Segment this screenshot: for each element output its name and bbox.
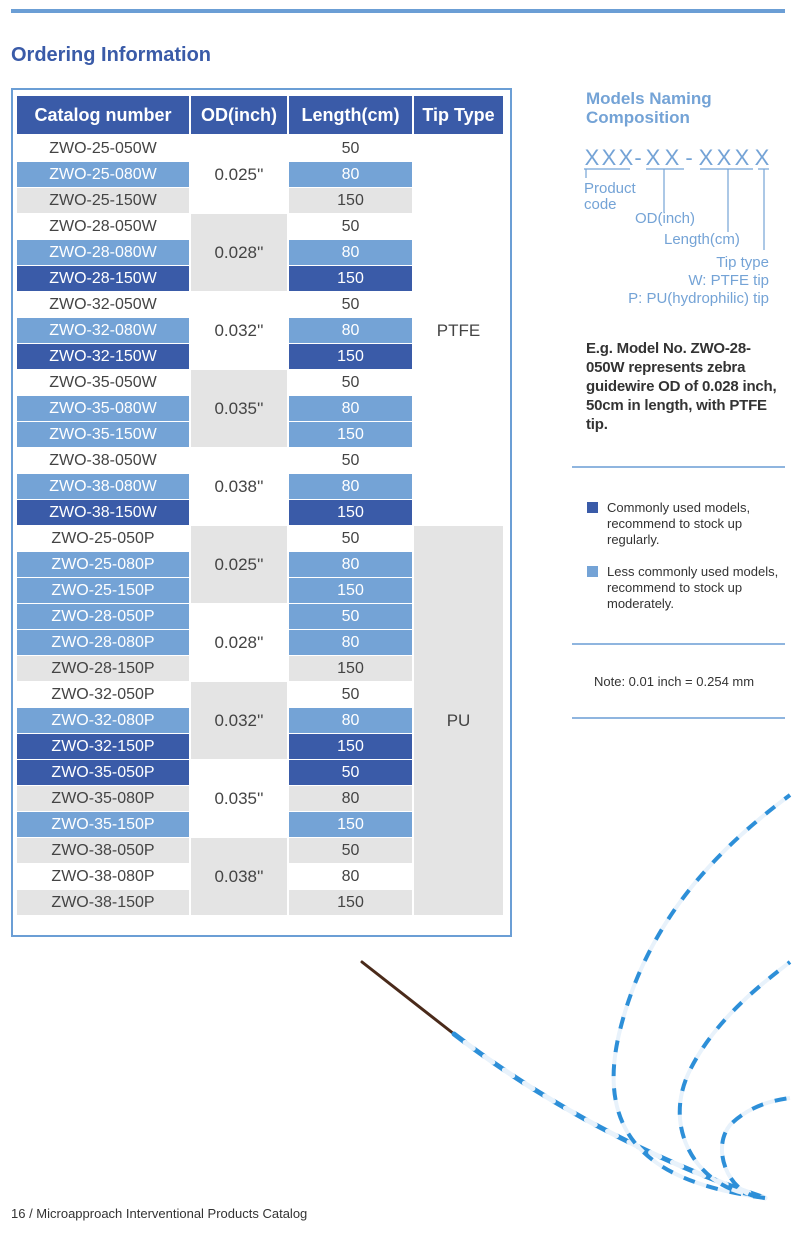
catalog-number-cell: ZWO-28-050W: [17, 214, 189, 240]
label-tip-w: W: PTFE tip: [688, 272, 769, 289]
legend-swatch-light: [587, 566, 598, 577]
naming-title: Models Naming Composition: [586, 89, 712, 127]
length-cell: 80: [289, 786, 412, 812]
table-row: [17, 136, 503, 162]
pattern-char: X: [698, 145, 714, 170]
header-catalog-number: Catalog number: [17, 96, 189, 136]
catalog-number-cell: ZWO-25-150W: [17, 188, 189, 214]
catalog-number-cell: ZWO-32-050P: [17, 682, 189, 708]
guidewire-illustration: [350, 790, 800, 1210]
pattern-char: X: [754, 145, 770, 170]
top-rule: [11, 9, 785, 13]
length-cell: 80: [289, 630, 412, 656]
catalog-number-cell: ZWO-32-050W: [17, 292, 189, 318]
catalog-number-cell: ZWO-25-050W: [17, 136, 189, 162]
od-cell: 0.035'': [191, 370, 287, 448]
page-title: Ordering Information: [11, 44, 211, 66]
pattern-char: X: [601, 145, 617, 170]
catalog-number-cell: ZWO-35-080P: [17, 786, 189, 812]
tip-type-cell: PU: [414, 526, 503, 916]
length-cell: 150: [289, 188, 412, 214]
tip-type-cell: PTFE: [414, 136, 503, 526]
catalog-number-cell: ZWO-25-050P: [17, 526, 189, 552]
length-cell: 150: [289, 578, 412, 604]
unit-note: Note: 0.01 inch = 0.254 mm: [594, 674, 755, 689]
catalog-number-cell: ZWO-25-080W: [17, 162, 189, 188]
length-cell: 50: [289, 604, 412, 630]
catalog-number-cell: ZWO-38-150P: [17, 890, 189, 916]
length-cell: 80: [289, 162, 412, 188]
table-row: [17, 526, 503, 552]
length-cell: 50: [289, 370, 412, 396]
catalog-number-cell: ZWO-25-150P: [17, 578, 189, 604]
catalog-number-cell: ZWO-38-080P: [17, 864, 189, 890]
catalog-number-cell: ZWO-32-080P: [17, 708, 189, 734]
pattern-char: X: [584, 145, 600, 170]
length-cell: 50: [289, 760, 412, 786]
catalog-number-cell: ZWO-28-080P: [17, 630, 189, 656]
catalog-number-cell: ZWO-38-050P: [17, 838, 189, 864]
pattern-char: X: [716, 145, 732, 170]
catalog-number-cell: ZWO-28-050P: [17, 604, 189, 630]
length-cell: 50: [289, 682, 412, 708]
length-cell: 150: [289, 422, 412, 448]
legend-swatch-dark: [587, 502, 598, 513]
length-cell: 150: [289, 890, 412, 916]
length-cell: 150: [289, 812, 412, 838]
separator-2: [572, 643, 785, 645]
label-length: Length(cm): [664, 231, 740, 248]
od-cell: 0.028'': [191, 604, 287, 682]
length-cell: 150: [289, 656, 412, 682]
catalog-number-cell: ZWO-25-080P: [17, 552, 189, 578]
label-od: OD(inch): [635, 210, 696, 227]
label-product-code-2: code: [584, 196, 617, 213]
legend-less-common-text: Less commonly used models, recommend to stock up moderately.: [607, 564, 779, 611]
catalog-number-cell: ZWO-32-150P: [17, 734, 189, 760]
length-cell: 80: [289, 552, 412, 578]
length-cell: 50: [289, 526, 412, 552]
length-cell: 80: [289, 474, 412, 500]
header-od: OD(inch): [191, 96, 287, 136]
label-tip-p: P: PU(hydrophilic) tip: [628, 290, 769, 307]
example-text: E.g. Model No. ZWO-28-050W represents zebra guidewire OD of 0.028 inch, 50cm in length, with PTFE tip.: [586, 340, 777, 433]
catalog-number-cell: ZWO-28-150W: [17, 266, 189, 292]
pattern-char: X: [664, 145, 680, 170]
label-product-code-1: Product: [584, 180, 636, 197]
catalog-number-cell: ZWO-28-080W: [17, 240, 189, 266]
page-footer: 16 / Microapproach Interventional Products Catalog: [11, 1206, 308, 1221]
od-cell: 0.035'': [191, 760, 287, 838]
length-cell: 50: [289, 838, 412, 864]
header-length: Length(cm): [289, 96, 412, 136]
pattern-char: X: [645, 145, 661, 170]
length-cell: 150: [289, 734, 412, 760]
od-cell: 0.025'': [191, 136, 287, 214]
separator-1: [572, 466, 785, 468]
catalog-number-cell: ZWO-35-150P: [17, 812, 189, 838]
header-tip-type: Tip Type: [414, 96, 503, 136]
catalog-number-cell: ZWO-32-080W: [17, 318, 189, 344]
od-cell: 0.038'': [191, 448, 287, 526]
length-cell: 80: [289, 864, 412, 890]
length-cell: 80: [289, 318, 412, 344]
catalog-number-cell: ZWO-35-080W: [17, 396, 189, 422]
separator-3: [572, 717, 785, 719]
length-cell: 80: [289, 396, 412, 422]
length-cell: 150: [289, 344, 412, 370]
catalog-number-cell: ZWO-38-150W: [17, 500, 189, 526]
od-cell: 0.028'': [191, 214, 287, 292]
length-cell: 50: [289, 292, 412, 318]
catalog-number-cell: ZWO-35-050P: [17, 760, 189, 786]
pattern-char: -: [634, 145, 642, 170]
naming-diagram: [578, 140, 788, 315]
pattern-char: -: [685, 145, 693, 170]
catalog-number-cell: ZWO-28-150P: [17, 656, 189, 682]
catalog-number-cell: ZWO-32-150W: [17, 344, 189, 370]
length-cell: 150: [289, 500, 412, 526]
od-cell: 0.032'': [191, 292, 287, 370]
length-cell: 50: [289, 448, 412, 474]
length-cell: 150: [289, 266, 412, 292]
length-cell: 50: [289, 136, 412, 162]
catalog-number-cell: ZWO-38-050W: [17, 448, 189, 474]
legend-common-text: Commonly used models, recommend to stock up regularly.: [607, 500, 751, 547]
catalog-number-cell: ZWO-35-150W: [17, 422, 189, 448]
od-cell: 0.038'': [191, 838, 287, 916]
od-cell: 0.032'': [191, 682, 287, 760]
table-header-row: [17, 96, 503, 136]
pattern-char: X: [618, 145, 634, 170]
catalog-number-cell: ZWO-35-050W: [17, 370, 189, 396]
catalog-number-cell: ZWO-38-080W: [17, 474, 189, 500]
length-cell: 50: [289, 214, 412, 240]
length-cell: 80: [289, 240, 412, 266]
label-tip-type: Tip type: [716, 254, 769, 271]
od-cell: 0.025'': [191, 526, 287, 604]
length-cell: 80: [289, 708, 412, 734]
pattern-char: X: [734, 145, 750, 170]
